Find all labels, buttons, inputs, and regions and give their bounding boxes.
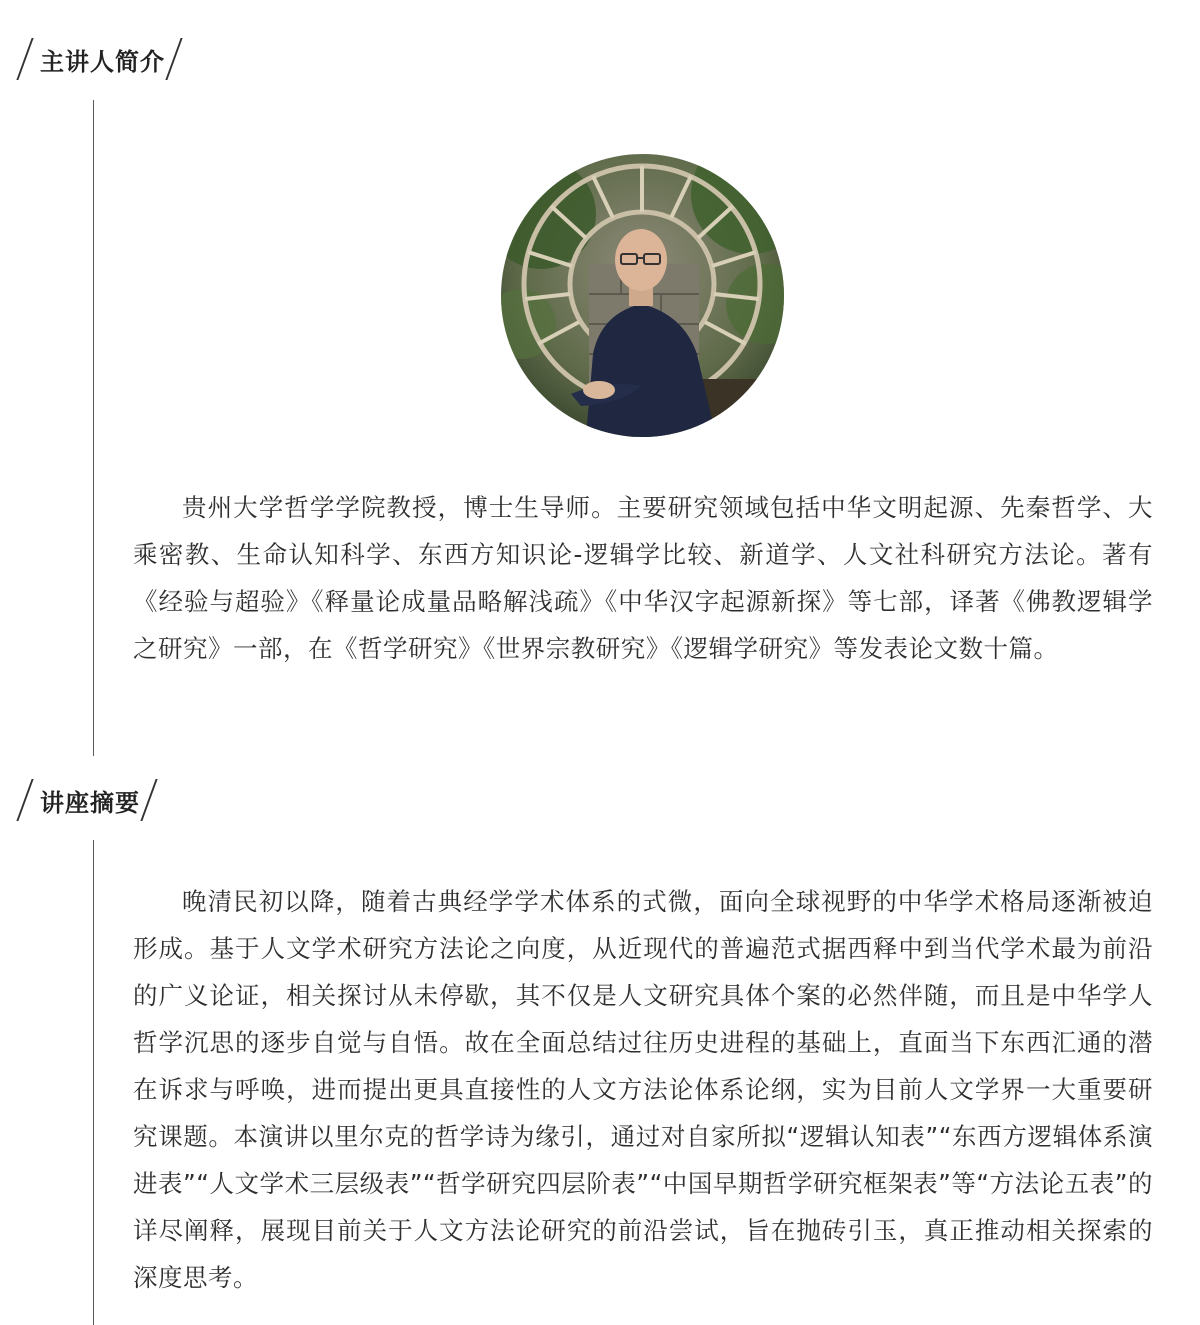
- section-title-speaker: 主讲人简介: [40, 47, 165, 76]
- speaker-bio-text: 贵州大学哲学学院教授，博士生导师。主要研究领域包括中华文明起源、先秦哲学、大乘密教、生命认知科学、东西方知识论-逻辑学比较、新道学、人文社科研究方法论。著有《经验与超验》《释量论成量品略解浅疏》《中华汉字起源新探》等七部，译著《佛教逻辑学之研究》一部，在《哲学研究》《世界宗教研究》《逻辑学研究》等发表论文数十篇。: [133, 493, 1153, 663]
- slash-decoration-right: [165, 38, 182, 80]
- abstract-section-vertical-line: [93, 840, 94, 1325]
- abstract-section-header: [24, 778, 150, 822]
- speaker-photo: [501, 154, 784, 437]
- section-title-abstract: 讲座摘要: [40, 788, 140, 817]
- speaker-photo-image: [501, 154, 784, 437]
- speaker-section-header: [24, 37, 175, 81]
- slash-decoration-left: [16, 779, 33, 821]
- speaker-section-vertical-line: [93, 100, 94, 756]
- slash-decoration-left: [16, 38, 33, 80]
- abstract-text: 晚清民初以降，随着古典经学学术体系的式微，面向全球视野的中华学术格局逐渐被迫形成。基于人文学术研究方法论之向度，从近现代的普遍范式据西释中到当代学术最为前沿的广义论证，相关探讨从未停歇，其不仅是人文研究具体个案的必然伴随，而且是中华学人哲学沉思的逐步自觉与自悟。故在全面总结过往历史进程的基础上，直面当下东西汇通的潜在诉求与呼唤，进而提出更具直接性的人文方法论体系论纲，实为目前人文学界一大重要研究课题。本演讲以里尔克的哲学诗为缘引，通过对自家所拟“逻辑认知表”“东西方逻辑体系演进表”“人文学术三层级表”“哲学研究四层阶表”“中国早期哲学研究框架表”等“方法论五表”的详尽阐释，展现目前关于人文方法论研究的前沿尝试，旨在抛砖引玉，真正推动相关探索的深度思考。: [133, 887, 1153, 1292]
- slash-decoration-right: [140, 779, 157, 821]
